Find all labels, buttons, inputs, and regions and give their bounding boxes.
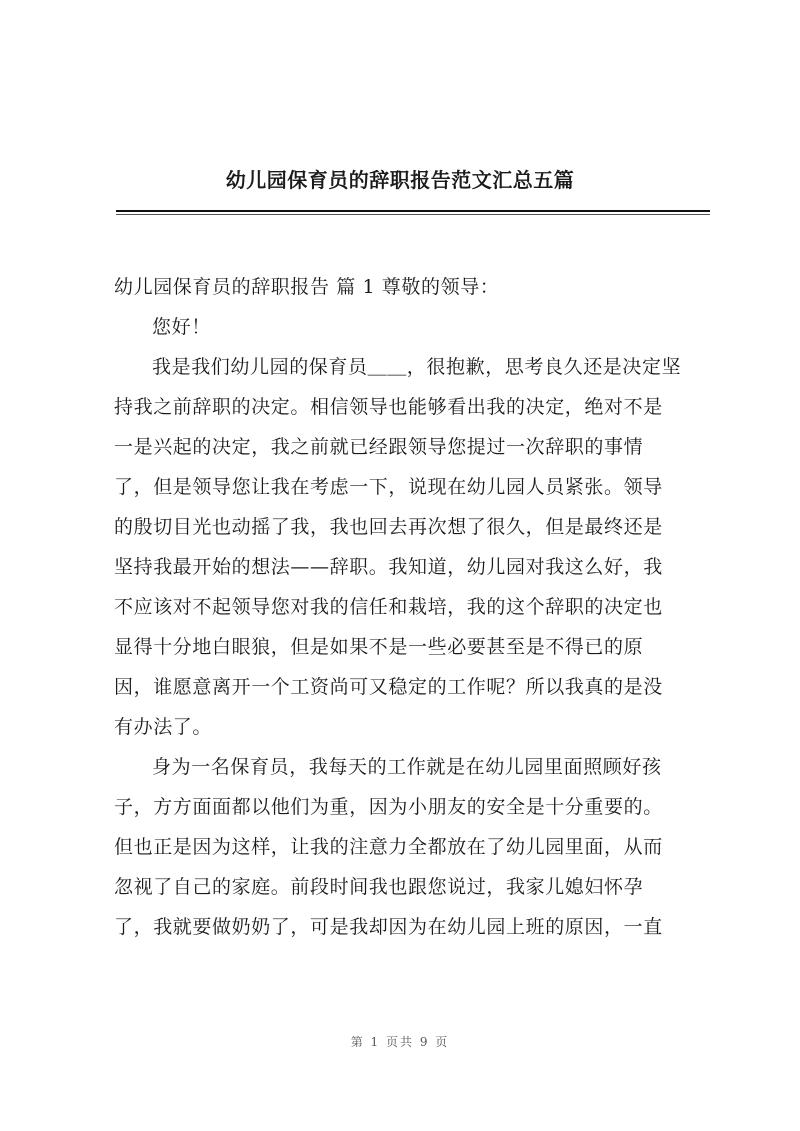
paragraph-line: 的殷切目光也动摇了我，我也回去再次想了很久，但是最终还是 bbox=[114, 516, 663, 538]
title-underline bbox=[116, 210, 710, 212]
section-heading-line: 幼儿园保育员的辞职报告 篇 1 尊敬的领导： bbox=[114, 276, 500, 298]
paragraph-line: 坚持我最开始的想法——辞职。我知道，幼儿园对我这么好，我 bbox=[114, 556, 663, 578]
paragraph-line: 忽视了自己的家庭。前段时间我也跟您说过，我家儿媳妇怀孕 bbox=[114, 876, 644, 898]
paragraph-line: 持我之前辞职的决定。相信领导也能够看出我的决定，绝对不是 bbox=[114, 396, 663, 418]
paragraph-line: 一是兴起的决定，我之前就已经跟领导您提过一次辞职的事情 bbox=[114, 436, 644, 458]
paragraph-line: 了，我就要做奶奶了，可是我却因为在幼儿园上班的原因，一直 bbox=[114, 916, 663, 938]
paragraph-line: 因，谁愿意离开一个工资尚可又稳定的工作呢？所以我真的是没 bbox=[114, 676, 663, 698]
paragraph-line: 不应该对不起领导您对我的信任和栽培，我的这个辞职的决定也 bbox=[114, 596, 663, 618]
paragraph-line: 但也正是因为这样，让我的注意力全都放在了幼儿园里面，从而 bbox=[114, 836, 663, 858]
paragraph-line: 子，方方面面都以他们为重，因为小朋友的安全是十分重要的。 bbox=[114, 796, 663, 818]
paragraph-line: 我是我们幼儿园的保育员＿＿，很抱歉，思考良久还是决定坚 bbox=[152, 356, 682, 378]
paragraph-line: 显得十分地白眼狼，但是如果不是一些必要甚至是不得已的原 bbox=[114, 636, 644, 658]
paragraph-line: 了，但是领导您让我在考虑一下，说现在幼儿园人员紧张。领导 bbox=[114, 476, 663, 498]
document-body bbox=[114, 270, 714, 945]
paragraph-line: 有办法了。 bbox=[114, 716, 213, 738]
greeting-line: 您好！ bbox=[152, 316, 211, 338]
title-underline-thin bbox=[116, 214, 710, 215]
paragraph-line: 身为一名保育员，我每天的工作就是在幼儿园里面照顾好孩 bbox=[152, 756, 662, 778]
document-title: 幼儿园保育员的辞职报告范文汇总五篇 bbox=[225, 168, 575, 192]
page-footer: 第 1 页共 9 页 bbox=[350, 1035, 450, 1049]
